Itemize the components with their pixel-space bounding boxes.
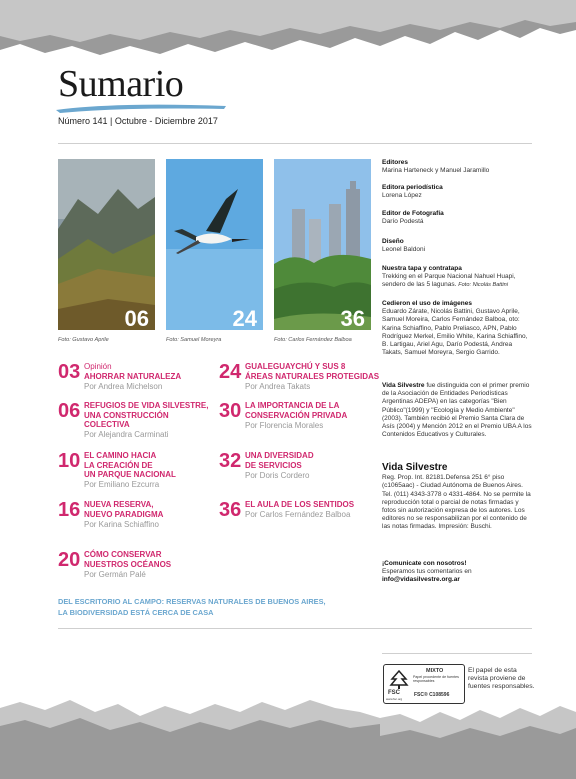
credit-heading: Cedieron el uso de imágenes (382, 300, 472, 307)
toc-title: EL AULA DE LOS SENTIDOS (245, 500, 355, 509)
toc-author: Por Florencia Morales (245, 420, 324, 430)
toc-item[interactable] (58, 401, 218, 443)
fsc-code: FSC® C108596 (414, 692, 450, 698)
toc-title: EL CAMINO HACIA LA CREACIÓN DE UN PARQUE NACIONAL (84, 451, 176, 480)
credit-heading: Vida Silvestre (382, 382, 425, 389)
toc-item[interactable] (58, 500, 218, 532)
org-name: Vida Silvestre (382, 462, 448, 473)
toc-item[interactable] (219, 451, 374, 483)
torn-paper-bottom (0, 666, 576, 779)
toc-page-number: 20 (58, 549, 81, 571)
divider-bottom (58, 628, 532, 629)
toc-title: CÓMO CONSERVAR NUESTROS OCÉANOS (84, 550, 172, 569)
photo-mountains[interactable] (58, 159, 155, 330)
toc-title: AHORRAR NATURALEZA (84, 371, 182, 381)
credits-editores (382, 159, 532, 175)
photo-credit: Foto: Gustavo Aprile (58, 337, 109, 343)
toc-page-number: 06 (58, 400, 81, 422)
credit-heading: Editores (382, 159, 409, 166)
photo-credit: Foto: Samuel Moreyra (166, 337, 222, 343)
photo-number: 24 (232, 306, 257, 330)
toc-item[interactable] (58, 451, 218, 493)
special-title-line: LA BIODIVERSIDAD ESTÁ CERCA DE CASA (58, 608, 214, 617)
credits-editora (382, 184, 532, 200)
fsc-site: www.fsc.org (386, 697, 403, 701)
contact-email-link[interactable]: info@vidasilvestre.org.ar (382, 576, 460, 584)
credits-tapa (382, 265, 532, 290)
credit-value: Marina Harteneck y Manuel Jaramillo (382, 167, 490, 175)
credit-value: Eduardo Zárate, Nicolás Battini, Gustavo Aprile, Samuel Moreira, Carlos Fernández Balboa, oto: Karina Schiaffino, Pablo Preliasco, APN, Pablo Rodríguez Merkel, Emilio White, Karina Schiaffino, B. Lartigau, Ariel Agu, Darío Podestá, Andrea Takats, Samuel Moreyra, Sergio Garrido. (382, 308, 528, 357)
credits-diseno (382, 238, 532, 254)
toc-page-number: 10 (58, 450, 81, 472)
toc-author: Por Germán Palé (84, 569, 146, 579)
toc-author: Por Andrea Takats (245, 381, 311, 391)
credit-value: Leonel Baldoni (382, 246, 426, 254)
divider-top (58, 143, 532, 144)
credit-value: Darío Podestá (382, 218, 424, 226)
toc-title: NUEVA RESERVA, NUEVO PARADIGMA (84, 500, 164, 519)
toc-title: GUALEGUAYCHÚ Y SUS 8 ÁREAS NATURALES PROTEGIDAS (245, 362, 380, 381)
toc-author: Por Carlos Fernández Balboa (245, 509, 351, 519)
toc-page-number: 36 (219, 499, 242, 521)
credits-contact (382, 560, 532, 585)
issue-line: Número 141 | Octubre - Diciembre 2017 (58, 116, 218, 126)
toc-author: Por Doris Cordero (245, 470, 310, 480)
credit-heading: Editora periodística (382, 184, 443, 191)
photo-number: 36 (340, 306, 365, 330)
org-legal-text: Reg. Prop. Int. 82181.Defensa 251 6° piso (c1065aac) - Ciudad Autónoma de Buenos Aires. Tel. (011) 4343-3778 o 4331-4864. No se permite la reproducción total o parcial de notas firmadas y fotos sin autorización expresa de los autores. Los editores no se responsabilizan por el contenido de las notas firmadas. Impresión: Buschi. (382, 474, 531, 531)
fsc-note: El papel de esta revista proviene de fuentes responsables. (468, 667, 535, 691)
toc-kicker: Opinión (84, 362, 112, 371)
toc-page-number: 30 (219, 400, 242, 422)
cover-photo-credit: Foto: Nicolás Battini (458, 282, 509, 289)
toc-item[interactable] (219, 401, 374, 433)
toc-item[interactable] (58, 362, 208, 394)
toc-page-number: 32 (219, 450, 242, 472)
toc-item[interactable] (219, 361, 380, 394)
photo-credit: Foto: Carlos Fernández Balboa (274, 337, 352, 343)
divider-right-col (382, 653, 532, 654)
toc-author: Por Andrea Michelson (84, 381, 163, 391)
credits-imagenes (382, 300, 532, 357)
credits-vida-silvestre (382, 464, 532, 532)
contact-text: Esperamos tus comentarios en (382, 568, 472, 576)
toc-author: Por Karina Schiaffino (84, 519, 160, 529)
credit-heading: Diseño (382, 238, 404, 245)
toc-author: Por Emiliano Ezcurra (84, 480, 160, 489)
special-section-title[interactable] (58, 596, 326, 618)
credit-value: Trekking en el Parque Nacional Nahuel Huapi, sendero de las 5 lagunas. (382, 273, 516, 289)
special-title-line: DEL ESCRITORIO AL CAMPO: RESERVAS NATURALES DE BUENOS AIRES, (58, 597, 326, 606)
toc-title: UNA DIVERSIDAD DE SERVICIOS (245, 451, 314, 470)
toc-item[interactable] (219, 500, 374, 524)
credits-fotografia (382, 210, 532, 226)
photo-number: 06 (124, 306, 149, 330)
title-swoosh-decoration (56, 100, 226, 114)
toc-title: LA IMPORTANCIA DE LA CONSERVACIÓN PRIVADA (245, 401, 348, 420)
toc-item[interactable] (58, 550, 218, 582)
credit-value: fue distinguida con el primer premio de la Asociación de Entidades Periodísticas Argentinas ADEPA) en las categorías "Bien Público"(1999) y "Ecología y Medio Ambiente" (2003). También recibió el Premio Santa Clara de Asís (2004) y Mención 2012 en el Premio UBA A los Contenidos Educativos y Culturales. (382, 382, 532, 439)
toc-page-number: 03 (58, 361, 81, 383)
toc-author: Por Alejandra Carminati (84, 430, 169, 439)
toc-title: REFUGIOS DE VIDA SILVESTRE, UNA CONSTRUCCIÓN COLECTIVA (84, 401, 209, 430)
toc-page-number: 16 (58, 499, 81, 521)
photo-city[interactable] (274, 159, 371, 330)
torn-paper-top (0, 0, 576, 58)
credits-premio (382, 382, 532, 439)
page-title: Sumario (58, 63, 184, 105)
fsc-mixto: MIXTO (426, 668, 444, 674)
contact-heading: ¡Comunicate con nosotros! (382, 560, 467, 567)
fsc-logo-text: FSC (388, 690, 400, 696)
toc-page-number: 24 (219, 361, 242, 383)
photo-stork[interactable] (166, 159, 263, 330)
credit-value: Lorena López (382, 192, 422, 200)
credit-heading: Editor de Fotografía (382, 210, 444, 217)
credit-heading: Nuestra tapa y contratapa (382, 265, 462, 272)
fsc-description: Papel procedente de fuentes responsables (413, 675, 459, 684)
